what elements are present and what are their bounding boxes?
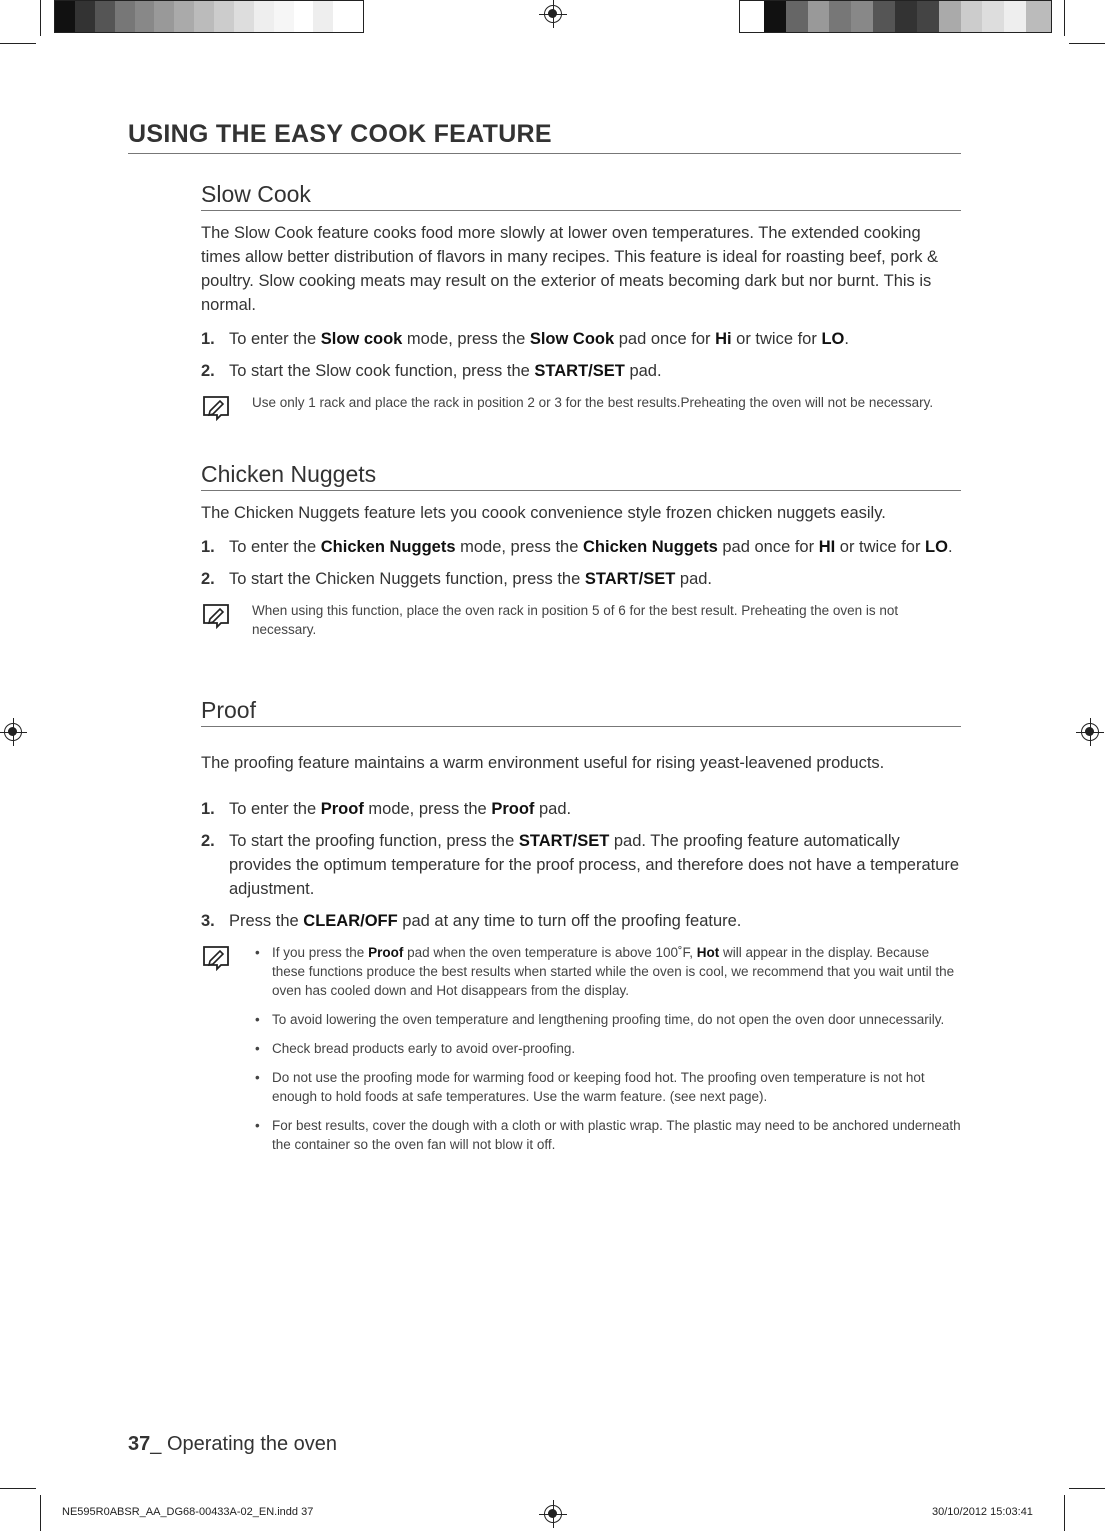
step-item (201, 829, 961, 901)
crop-mark (1064, 1495, 1065, 1531)
step-emphasis: Chicken Nuggets (583, 538, 718, 556)
step-item (201, 535, 961, 559)
registration-mark-icon (544, 1505, 562, 1523)
step-number: 3. (201, 912, 215, 930)
step-number: 1. (201, 800, 215, 818)
note-text: pad when the oven temperature is above 100˚F, (403, 945, 697, 960)
step-number: 1. (201, 538, 215, 556)
note-pencil-icon (201, 603, 231, 629)
step-emphasis: LO (925, 538, 948, 556)
step-text: To enter the (229, 330, 321, 348)
step-text: To enter the (229, 800, 321, 818)
step-text: pad. (624, 362, 662, 380)
note-bullet (252, 943, 961, 1000)
step-text: mode, press the (363, 800, 492, 818)
note-bullet (252, 1068, 961, 1106)
color-calibration-bar-left (54, 0, 364, 33)
section-slow-cook (201, 181, 961, 412)
note-bullet (252, 1010, 961, 1029)
step-text: To start the Chicken Nuggets function, press the (229, 570, 585, 588)
registration-mark-icon (4, 723, 22, 741)
footer-separator: _ (150, 1433, 167, 1455)
steps-list (201, 327, 961, 383)
note-bullet-list (252, 943, 961, 1154)
registration-mark-icon (1081, 723, 1099, 741)
step-text: . (947, 538, 953, 556)
step-text: pad at any time to turn off the proofing feature. (397, 912, 742, 930)
step-emphasis: Proof (491, 800, 535, 818)
step-emphasis: Slow cook (320, 330, 403, 348)
step-text: To start the Slow cook function, press the (229, 362, 535, 380)
note-block (201, 943, 961, 1154)
crop-mark (0, 43, 36, 44)
crop-mark (0, 1488, 36, 1489)
note-pencil-icon (201, 945, 231, 971)
note-emphasis: Proof (368, 945, 404, 960)
step-text: . (844, 330, 849, 348)
step-number: 1. (201, 330, 215, 348)
step-emphasis: Chicken Nuggets (320, 538, 456, 556)
step-text: pad. (534, 800, 572, 818)
step-emphasis: START/SET (584, 570, 676, 588)
section-intro: The proofing feature maintains a warm environment useful for rising yeast-leavened products. (201, 754, 885, 772)
crop-mark (1064, 0, 1065, 36)
step-text: pad once for (717, 538, 819, 556)
note-block (201, 393, 961, 412)
section-proof (201, 697, 961, 1164)
step-text: Press the (229, 912, 304, 930)
step-emphasis: CLEAR/OFF (303, 912, 398, 930)
step-text: or twice for (835, 538, 926, 556)
registration-mark-icon (544, 5, 562, 23)
step-number: 2. (201, 570, 215, 588)
page-number: 37 (128, 1433, 151, 1455)
section-intro: The Slow Cook feature cooks food more slowly at lower oven temperatures. The extended cooking times allow better distribution of flavors in many recipes. This feature is ideal for roasting beef, pork & poultry. Slow cooking meats may result on the exterior of meats becoming dark but nor burnt. This is normal. (201, 224, 939, 314)
steps-list (201, 535, 961, 591)
note-pencil-icon (201, 395, 231, 421)
steps-list (201, 797, 961, 933)
section-title: Slow Cook (201, 181, 961, 211)
step-item (201, 359, 961, 383)
step-text: pad once for (614, 330, 716, 348)
step-item (201, 327, 961, 351)
note-text: Use only 1 rack and place the rack in position 2 or 3 for the best results.Preheating the oven will not be necessary. (252, 395, 934, 410)
step-item (201, 909, 961, 933)
color-calibration-bar-right (739, 0, 1052, 33)
step-emphasis: Proof (320, 800, 364, 818)
step-text: pad. The proofing feature automatically provides the optimum temperature for the proof process, and therefore does not have a temperature adjustment. (229, 832, 960, 898)
note-text: To avoid lowering the oven temperature and lengthening proofing time, do not open the oven door unnecessarily. (272, 1012, 945, 1027)
crop-mark (40, 1495, 41, 1531)
note-text: Do not use the proofing mode for warming food or keeping food hot. The proofing oven temperature is not hot enough to hold foods at safe temperatures. Use the warm feature. (see next page). (272, 1070, 925, 1104)
step-number: 2. (201, 832, 215, 850)
crop-mark (1069, 1488, 1105, 1489)
step-item (201, 797, 961, 821)
note-text: When using this function, place the oven rack in position 5 of 6 for the best result. Preheating the oven is not necessary. (252, 603, 899, 637)
print-timestamp: 30/10/2012 15:03:41 (932, 1506, 1033, 1518)
note-bullet (252, 1039, 961, 1058)
note-text: If you press the (272, 945, 369, 960)
section-intro: The Chicken Nuggets feature lets you coook convenience style frozen chicken nuggets easily. (201, 504, 886, 522)
step-text: mode, press the (402, 330, 530, 348)
note-text: For best results, cover the dough with a cloth or with plastic wrap. The plastic may need to be anchored underneath the container so the oven fan will not blow it off. (272, 1118, 961, 1152)
section-chicken-nuggets (201, 461, 961, 639)
step-text: To start the proofing function, press the (229, 832, 519, 850)
step-number: 2. (201, 362, 215, 380)
step-emphasis: LO (821, 330, 845, 348)
note-emphasis: Hot (696, 945, 720, 960)
step-text: or twice for (731, 330, 822, 348)
step-text: To enter the (229, 538, 321, 556)
page-footer (128, 1433, 337, 1456)
file-slug: NE595R0ABSR_AA_DG68-00433A-02_EN.indd 37 (62, 1506, 314, 1518)
crop-mark (1069, 43, 1105, 44)
note-text: Check bread products early to avoid over-proofing. (272, 1041, 576, 1056)
step-emphasis: START/SET (518, 832, 610, 850)
section-title: Proof (201, 697, 961, 727)
note-block (201, 601, 961, 639)
step-emphasis: Hi (715, 330, 732, 348)
note-text: will appear in the display. Because these functions produce the best results when started while the oven is cool, we recommend that you wait until the oven has cooled down and Hot disappears from the display. (272, 945, 955, 998)
step-text: pad. (675, 570, 713, 588)
chapter-name: Operating the oven (166, 1433, 338, 1455)
step-emphasis: START/SET (534, 362, 625, 380)
note-bullet (252, 1116, 961, 1154)
section-title: Chicken Nuggets (201, 461, 961, 491)
step-text: mode, press the (455, 538, 583, 556)
crop-mark (40, 0, 41, 36)
step-item (201, 567, 961, 591)
step-emphasis: Slow Cook (529, 330, 615, 348)
page-title: USING THE EASY COOK FEATURE (128, 120, 961, 154)
step-emphasis: HI (818, 538, 836, 556)
